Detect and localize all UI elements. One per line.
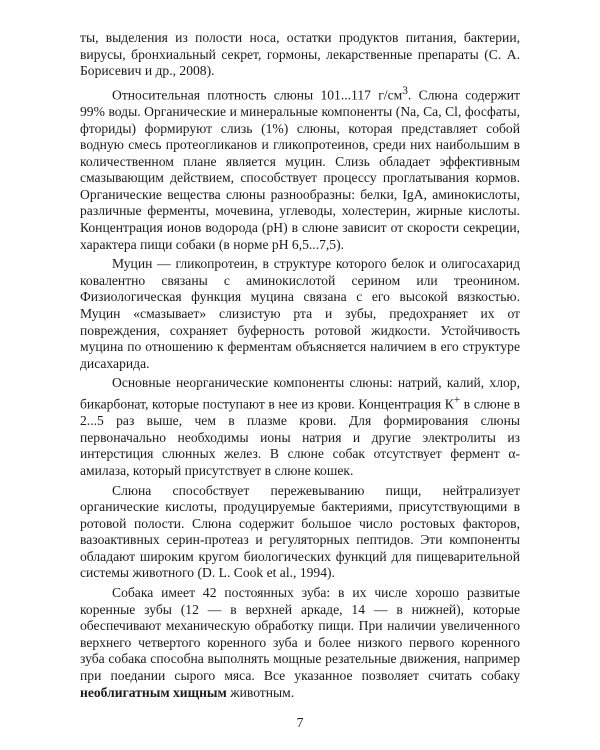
page-number: 7 [296, 715, 304, 730]
paragraph-dog-teeth [80, 585, 520, 701]
bold-term: необлигатным хищным [80, 684, 227, 700]
paragraph-saliva-function: Слюна способствует пережевыванию пищи, нейтрализует органические кислоты, продуцируемые бактериями, присутствующими в ротовой полости. Слюна содержит большое число ростовых факторов, вазоактивных серин-протеаз и регуляторных пептидов. Эти компоненты обладают широким кругом биологических функций для пищеварительной системы животного (D. L. Cook et al., 1994). [80, 482, 520, 581]
paragraph-text: Основные неорганические компоненты слюны: натрий, калий, хлор, бикарбонат, которые поступают в нее из крови. Концентрация К [80, 375, 520, 412]
page-body [80, 30, 520, 701]
paragraph-mucin: Муцин — гликопротеин, в структуре которого белок и олигосахарид ковалентно связаны с аминокислотой серином или треонином. Физиологическая функция муцина связана с его высокой вязкостью. Муцин «смазывает» слизистую рта и зубы, предохраняет их от повреждения, сохраняет буферность ротовой жидкости. Устойчивость муцина по отношению к ферментам объясняется наличием в его структуре дисахарида. [80, 256, 520, 371]
paragraph-text: . Слюна содержит 99% воды. Органические и минеральные компоненты (Na, Ca, Cl, фосфаты, фториды) формируют слизь (1%) слюны, которая представляет собой водную смесь протеогликанов и гликопротеинов, среди них наибольшим в количественном плане является муцин. Слизь обладает эффективным смазывающим действием, способствует процессу проглатывания кормов. Органические вещества слюны разнообразны: белки, IgA, аминокислоты, различные ферменты, мочевина, углеводы, холестерин, жирные кислоты. Концентрация ионов водорода (рН) в слюне зависит от скорости секреции, характера пищи собаки (в норме рН 6,5...7,5). [80, 87, 520, 252]
paragraph-saliva-density [80, 83, 520, 253]
paragraph-text: животным. [226, 684, 295, 700]
paragraph-text: в слюне в 2...5 раз выше, чем в плазме крови. Для формирования слюны первоначально необходимы ионы натрия и другие электролиты из интерстиция слюнных желез. В слюне собак отсутствует фермент α-амилаза, который присутствует в слюне кошек. [80, 396, 520, 478]
superscript: 3 [402, 84, 408, 97]
paragraph-continuation: ты, выделения из полости носа, остатки продуктов питания, бактерии, вирусы, бронхиальный секрет, гормоны, лекарственные препараты (С. А. Борисевич и др., 2008). [80, 30, 520, 79]
paragraph-text: Относительная плотность слюны 101...117 г/см [112, 87, 403, 103]
superscript: + [453, 394, 461, 406]
paragraph-inorganic-components [80, 375, 520, 479]
paragraph-text: Собака имеет 42 постоянных зуба: в их числе хорошо развитые коренные зубы (12 — в верхней аркаде, 14 — в нижней), которые обеспечивают механическую обработку пищи. При наличии увеличенного верхнего четвертого коренного зуба и более низкого первого коренного зуба собака способна выполнять мощные резательные движения, например при поедании сырого мяса. Все указанное позволяет считать собаку [80, 585, 520, 684]
